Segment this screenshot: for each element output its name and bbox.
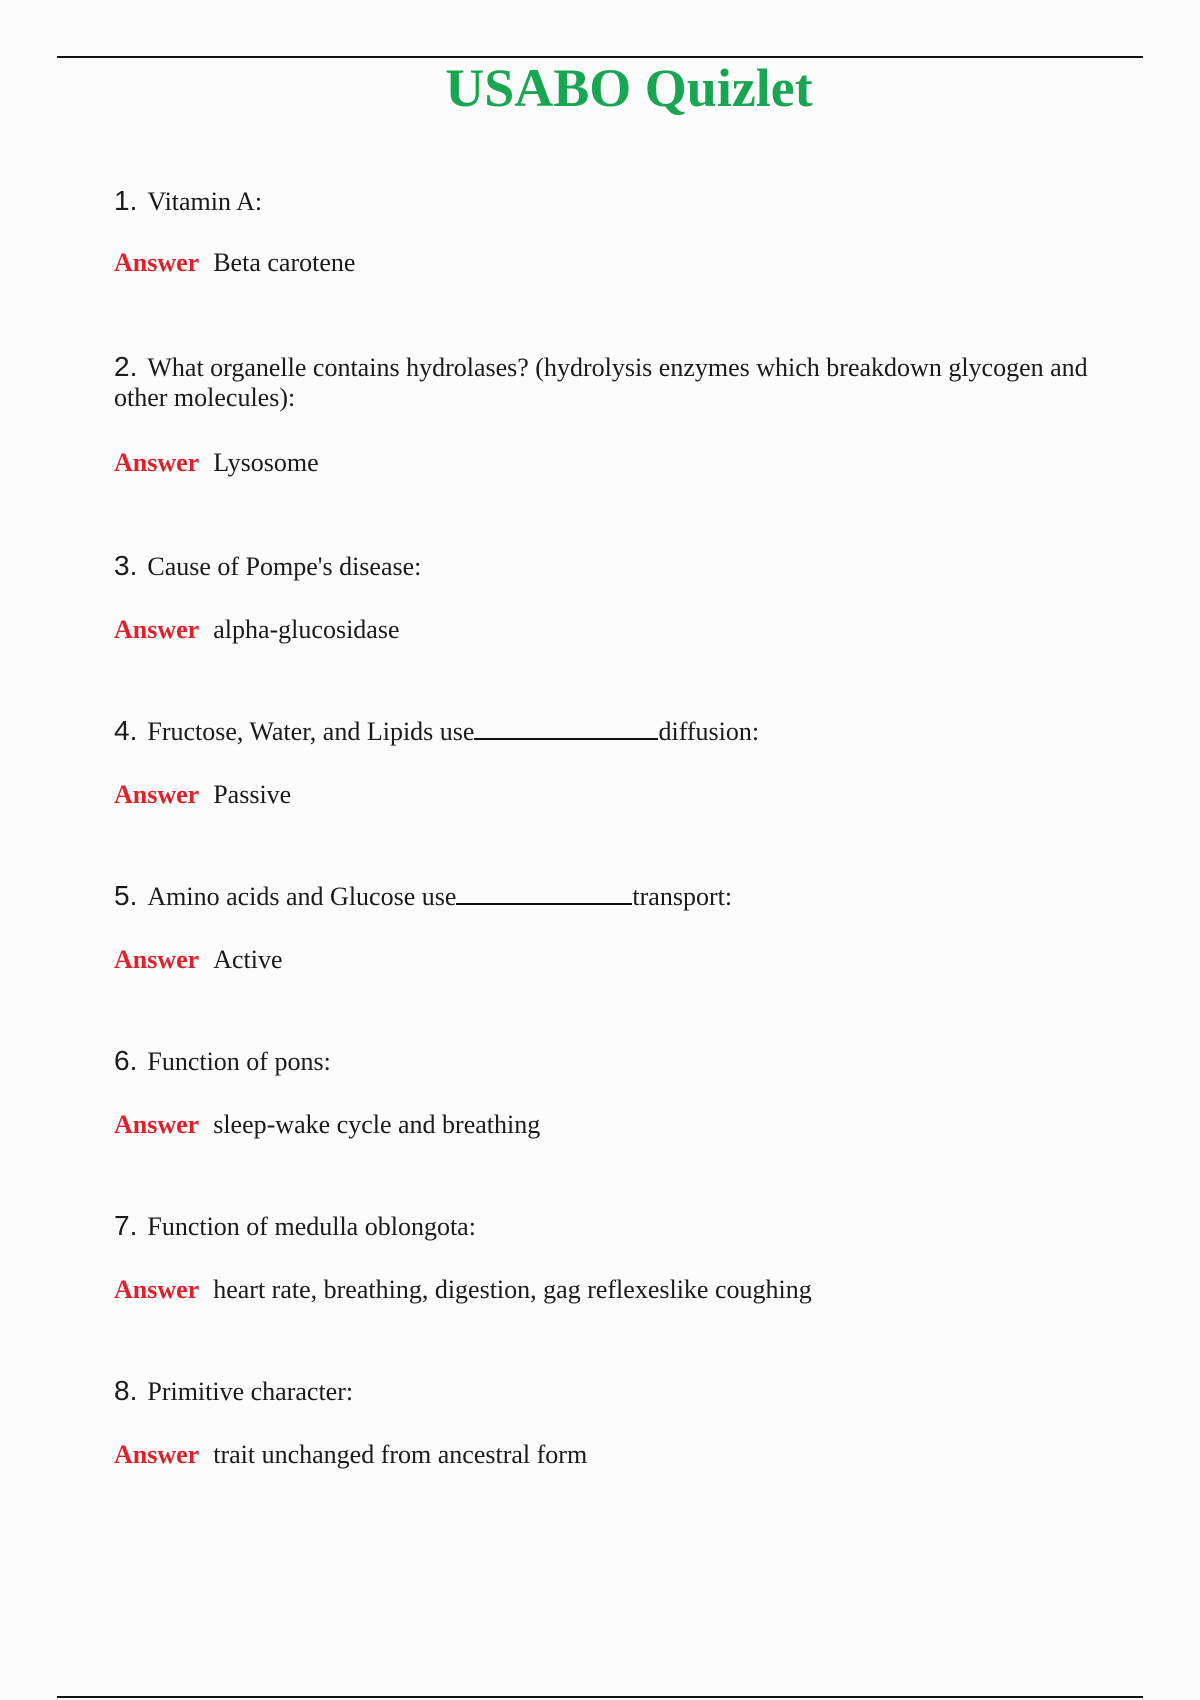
question-number: 1. xyxy=(114,185,138,216)
answer-2 xyxy=(114,448,319,478)
answer-text: Beta carotene xyxy=(213,248,356,277)
bottom-rule xyxy=(57,1696,1143,1698)
qa-item-8 xyxy=(114,1375,1124,1469)
answer-6 xyxy=(114,1110,540,1140)
question-6 xyxy=(114,1046,1124,1077)
qa-item-3 xyxy=(114,550,1124,644)
qa-item-2 xyxy=(114,351,1124,477)
answer-7 xyxy=(114,1275,812,1305)
question-7 xyxy=(114,1211,1124,1242)
fill-in-blank xyxy=(456,902,632,905)
question-number: 2. xyxy=(114,351,138,382)
question-number: 6. xyxy=(114,1045,138,1076)
answer-label: Answer xyxy=(114,780,200,809)
question-text: Primitive character: xyxy=(147,1377,354,1406)
answer-text: trait unchanged from ancestral form xyxy=(213,1440,588,1469)
answer-text: sleep-wake cycle and breathing xyxy=(213,1110,541,1139)
question-4 xyxy=(114,716,1124,747)
question-number: 4. xyxy=(114,715,138,746)
question-text-before-blank: Fructose, Water, and Lipids use xyxy=(147,717,475,746)
qa-item-4 xyxy=(114,715,1124,809)
question-number: 3. xyxy=(114,550,138,581)
qa-item-6 xyxy=(114,1045,1124,1139)
answer-8 xyxy=(114,1440,587,1470)
answer-text: Active xyxy=(213,945,283,974)
question-text-after-blank: diffusion: xyxy=(658,717,760,746)
question-text: Function of pons: xyxy=(147,1047,331,1076)
question-2 xyxy=(114,352,1124,413)
question-5 xyxy=(114,881,1124,912)
qa-item-5 xyxy=(114,880,1124,974)
question-number: 7. xyxy=(114,1210,138,1241)
question-number: 5. xyxy=(114,880,138,911)
answer-text: Lysosome xyxy=(213,448,319,477)
question-3 xyxy=(114,551,1124,582)
answer-3 xyxy=(114,615,399,645)
question-1 xyxy=(114,186,1124,217)
question-text-after-blank: transport: xyxy=(632,882,733,911)
answer-label: Answer xyxy=(114,615,200,644)
question-text-before-blank: Amino acids and Glucose use xyxy=(147,882,457,911)
answer-5 xyxy=(114,945,283,975)
question-number: 8. xyxy=(114,1375,138,1406)
page-title: USABO Quizlet xyxy=(445,58,813,118)
question-text: What organelle contains hydrolases? (hydrolysis enzymes which breakdown glycogen and other molecules): xyxy=(114,353,1088,412)
fill-in-blank xyxy=(474,737,658,740)
question-8 xyxy=(114,1376,1124,1407)
answer-text: alpha-glucosidase xyxy=(213,615,400,644)
answer-label: Answer xyxy=(114,1110,200,1139)
answer-label: Answer xyxy=(114,248,200,277)
qa-item-7 xyxy=(114,1210,1124,1304)
answer-label: Answer xyxy=(114,448,200,477)
answer-text: heart rate, breathing, digestion, gag reflexeslike coughing xyxy=(213,1275,812,1304)
qa-item-1 xyxy=(114,185,1124,277)
answer-label: Answer xyxy=(114,945,200,974)
answer-label: Answer xyxy=(114,1440,200,1469)
answer-text: Passive xyxy=(213,780,292,809)
answer-label: Answer xyxy=(114,1275,200,1304)
question-text: Vitamin A: xyxy=(147,187,263,216)
question-text: Cause of Pompe's disease: xyxy=(147,552,422,581)
answer-4 xyxy=(114,780,291,810)
answer-1 xyxy=(114,248,355,278)
question-text: Function of medulla oblongota: xyxy=(147,1212,476,1241)
